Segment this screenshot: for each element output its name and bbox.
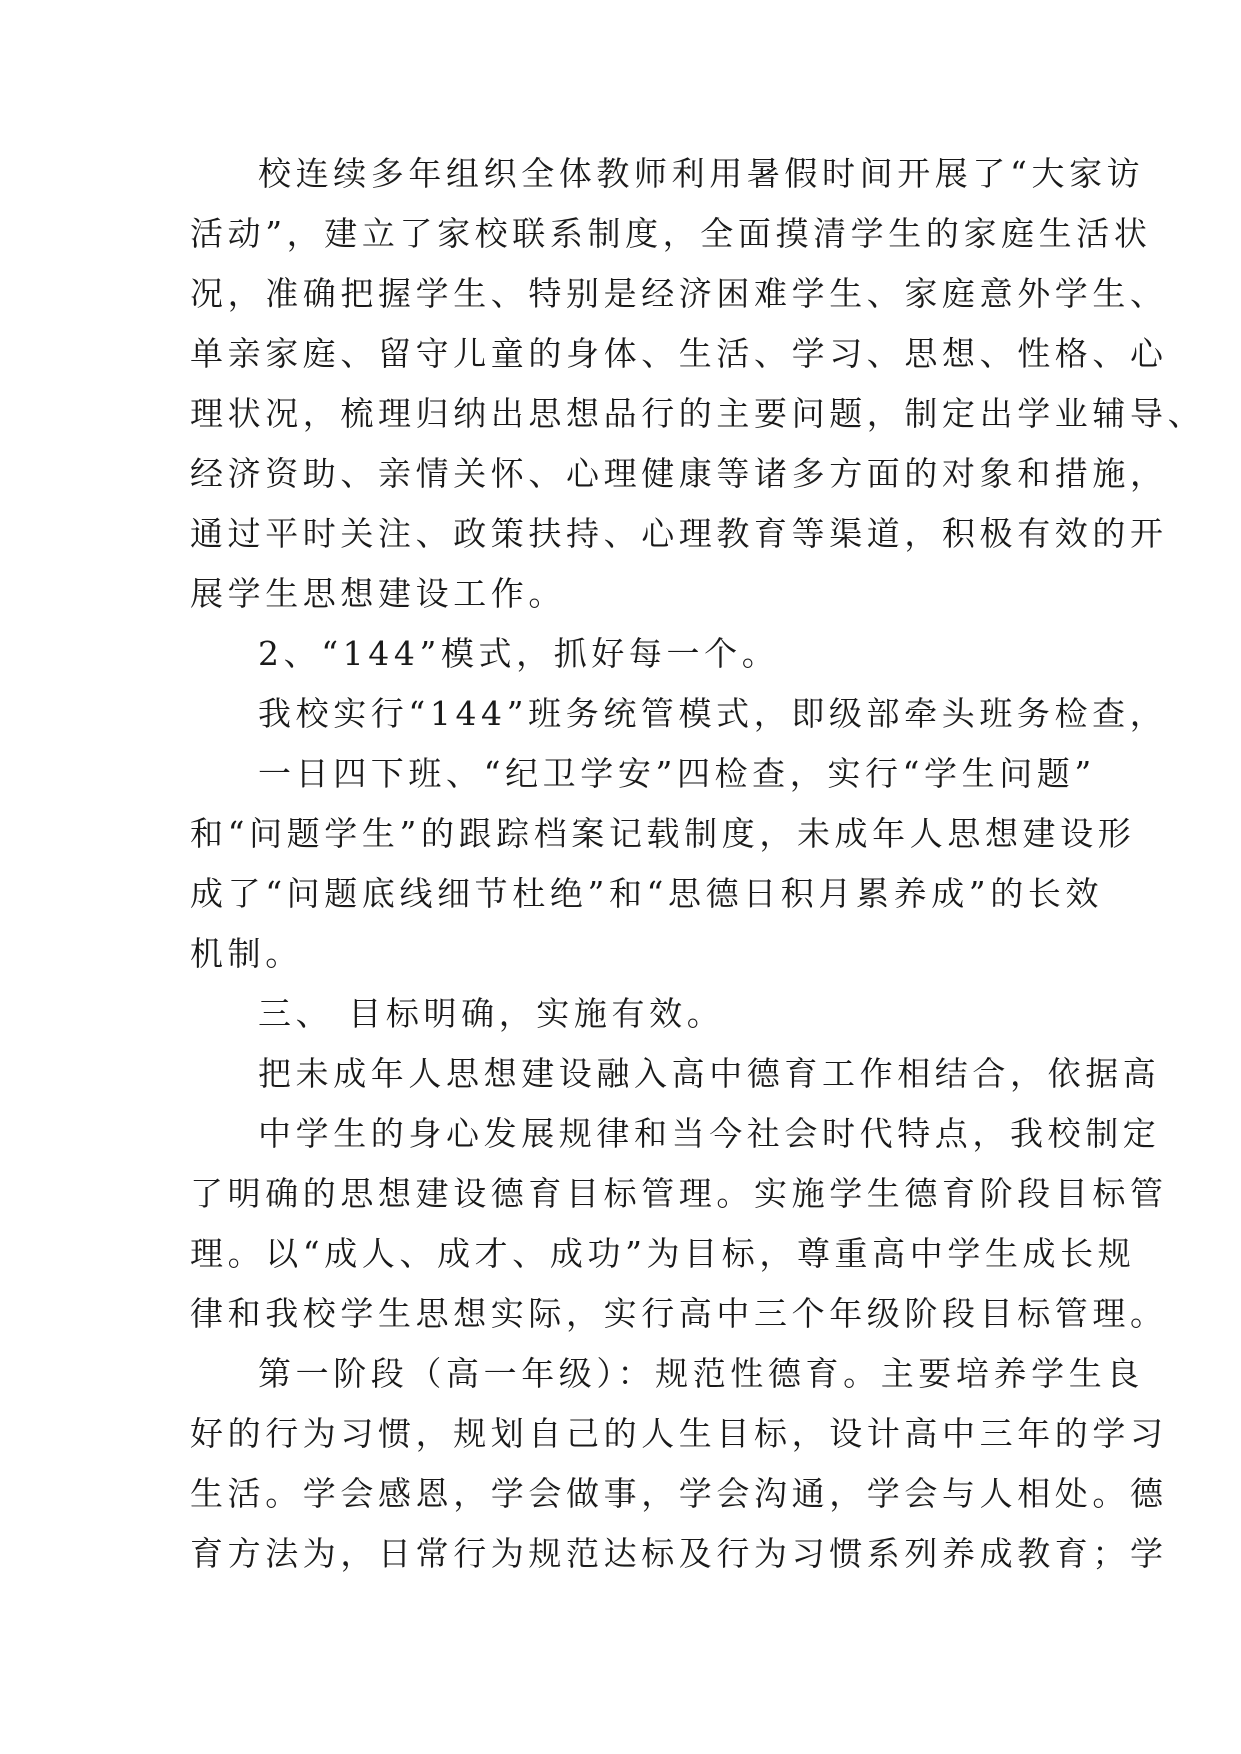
paragraph-1-line-2: 活动”，建立了家校联系制度，全面摸清学生的家庭生活状 xyxy=(190,214,1152,253)
section-heading-144-mode: 2、“144”模式，抓好每一个。 xyxy=(258,634,780,673)
paragraph-3-line-4: 成了“问题底线细节杜绝”和“思德日积月累养成”的长效 xyxy=(190,874,1104,913)
paragraph-5-line-1: 把未成年人思想建设融入高中德育工作相结合，依据高 xyxy=(258,1054,1161,1093)
paragraph-3-line-1: 我校实行“144”班务统管模式，即级部牵头班务检查， xyxy=(258,694,1168,733)
paragraph-5-line-2: 中学生的身心发展规律和当今社会时代特点，我校制定 xyxy=(258,1114,1161,1153)
paragraph-5-line-4: 理。以“成人、成才、成功”为目标，尊重高中学生成长规 xyxy=(190,1234,1136,1273)
paragraph-1-line-1: 校连续多年组织全体教师利用暑假时间开展了“大家访 xyxy=(258,154,1145,193)
paragraph-6-line-3: 生活。学会感恩，学会做事，学会沟通，学会与人相处。德 xyxy=(190,1474,1168,1513)
paragraph-1-line-6: 经济资助、亲情关怀、心理健康等诸多方面的对象和措施， xyxy=(190,454,1168,493)
paragraph-1-line-3: 况，准确把握学生、特别是经济困难学生、家庭意外学生、 xyxy=(190,274,1168,313)
paragraph-5-line-3: 了明确的思想建设德育目标管理。实施学生德育阶段目标管 xyxy=(190,1174,1168,1213)
section-heading-three: 三、 目标明确，实施有效。 xyxy=(258,994,725,1033)
paragraph-1-line-7: 通过平时关注、政策扶持、心理教育等渠道，积极有效的开 xyxy=(190,514,1168,553)
paragraph-6-line-2: 好的行为习惯，规划自己的人生目标，设计高中三年的学习 xyxy=(190,1414,1168,1453)
paragraph-6-line-1: 第一阶段（高一年级）：规范性德育。主要培养学生良 xyxy=(258,1354,1144,1393)
paragraph-1-line-5: 理状况，梳理归纳出思想品行的主要问题，制定出学业辅导、 xyxy=(190,394,1206,433)
paragraph-1-line-4: 单亲家庭、留守儿童的身体、生活、学习、思想、性格、心 xyxy=(190,334,1168,373)
paragraph-6-line-4: 育方法为，日常行为规范达标及行为习惯系列养成教育；学 xyxy=(190,1534,1168,1573)
paragraph-3-line-2: 一日四下班、“纪卫学安”四检查，实行“学生问题” xyxy=(258,754,1096,793)
paragraph-3-line-3: 和“问题学生”的跟踪档案记载制度，未成年人思想建设形 xyxy=(190,814,1136,853)
paragraph-1-line-8: 展学生思想建设工作。 xyxy=(190,574,566,613)
paragraph-5-line-5: 律和我校学生思想实际，实行高中三个年级阶段目标管理。 xyxy=(190,1294,1168,1333)
paragraph-3-line-5: 机制。 xyxy=(190,934,303,973)
